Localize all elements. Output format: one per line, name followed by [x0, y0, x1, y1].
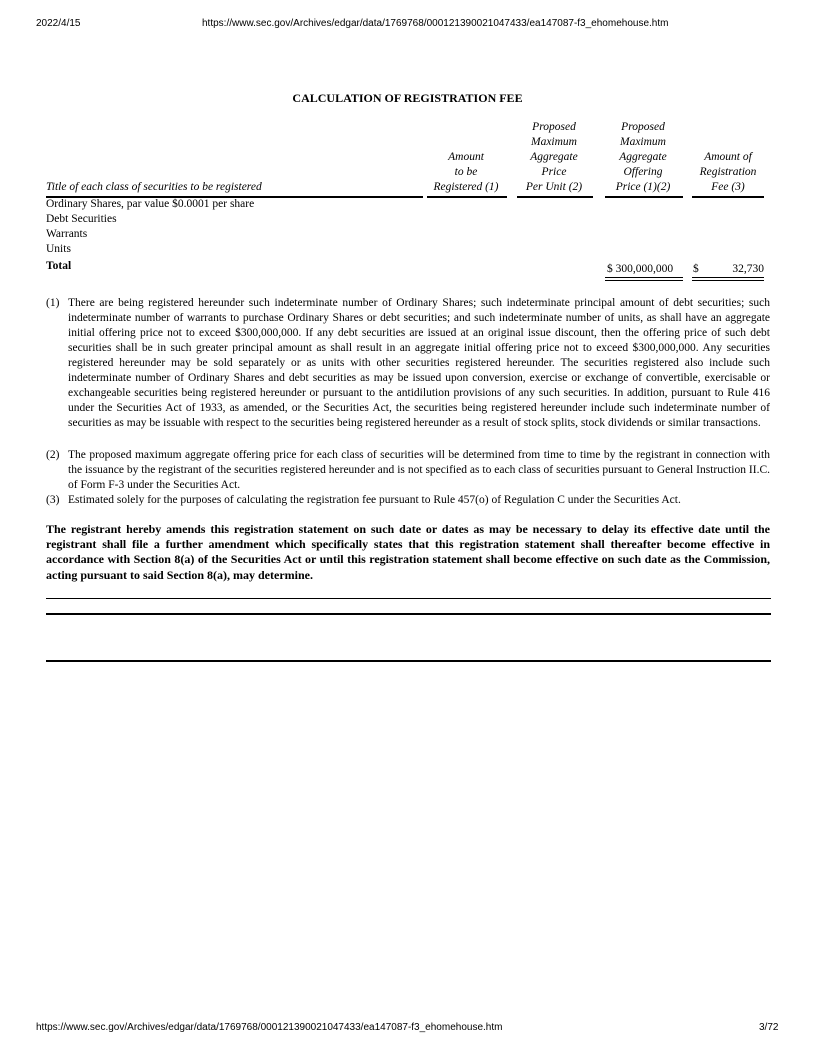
table-row: Units [46, 243, 71, 255]
table-row: Warrants [46, 228, 88, 240]
footnote [46, 296, 770, 431]
print-url-footer: https://www.sec.gov/Archives/edgar/data/1769768/000121390021047433/ea147087-f3_ehomehouse.htm [36, 1022, 503, 1033]
header-line: Proposed [621, 121, 665, 133]
total-fee-currency: $ [693, 263, 699, 275]
header-line: Registration [699, 166, 757, 178]
total-rule [605, 277, 683, 278]
print-date: 2022/4/15 [36, 18, 81, 29]
header-amount-registered [424, 150, 508, 195]
footnote-number: (1) [46, 297, 60, 309]
horizontal-rule [46, 660, 771, 662]
header-price-per-unit [514, 120, 594, 195]
header-line: to be [454, 166, 478, 178]
header-line: Maximum [531, 136, 577, 148]
footnote-text: Estimated solely for the purposes of calculating the registration fee pursuant to Rule 457(o) of Regulation C under the Securities Act. [68, 494, 681, 506]
print-page-number: 3/72 [759, 1022, 779, 1033]
total-rule [605, 280, 683, 281]
header-line: Per Unit (2) [525, 181, 583, 193]
header-line: Offering [623, 166, 663, 178]
table-row: Ordinary Shares, par value $0.0001 per share [46, 198, 255, 210]
header-line: Aggregate [530, 151, 578, 163]
delaying-amendment-paragraph: The registrant hereby amends this registration statement on such date or dates as may be necessary to delay its effective date until the registrant shall file a further amendment which specifically states that this registration statement shall thereafter become effective in accordance with Section 8(a) of the Securities Act or until this registration statement shall become effective on such date as the Commission, acting pursuant to said Section 8(a), may determine. [46, 522, 770, 582]
header-rule [517, 196, 593, 198]
total-rule [692, 280, 764, 281]
header-rule [692, 196, 764, 198]
footnote [46, 493, 770, 508]
header-line: Proposed [532, 121, 576, 133]
header-line: Registered (1) [433, 181, 499, 193]
header-registration-fee [690, 150, 766, 195]
table-title: CALCULATION OF REGISTRATION FEE [292, 91, 523, 105]
print-url-header: https://www.sec.gov/Archives/edgar/data/1769768/000121390021047433/ea147087-f3_ehomehouse.htm [202, 18, 669, 29]
header-title-of-class: Title of each class of securities to be registered [46, 181, 262, 193]
header-line: Amount [448, 151, 484, 163]
total-fee-amount: 32,730 [732, 263, 764, 275]
total-label: Total [46, 260, 72, 272]
header-rule [427, 196, 507, 198]
header-rule [605, 196, 683, 198]
header-line: Fee (3) [711, 181, 745, 193]
header-offering-price [603, 120, 683, 195]
header-line: Maximum [620, 136, 666, 148]
total-rule [692, 277, 764, 278]
total-offering-price: $ 300,000,000 [607, 263, 674, 275]
footnote-text: The proposed maximum aggregate offering price for each class of securities will be determined from time to time by the registrant in connection with the issuance by the registrant of the securities registered hereunder and is not specified as to each class of securities pursuant to General Instruction II.C. of Form F-3 under the Securities Act. [68, 449, 770, 491]
footnote-text: There are being registered hereunder such indeterminate number of Ordinary Shares; such indeterminate principal amount of debt securities; such indeterminate number of warrants to purchase Ordinary Shares or debt securities; and such indeterminate number of units, as shall have an aggregate initial offering price not to exceed $300,000,000. If any debt securities are issued at an original issue discount, then the offering price of such debt securities shall be in such greater principal amount as shall result in an aggregate initial offering price not to exceed $300,000,000. Any securities registered hereunder may be sold separately or as units with other securities registered hereunder. The securities registered also include such indeterminate number of Ordinary Shares and debt securities as may be issued upon conversion, exercise or exchange of convertible, exercisable or exchangeable securities being registered hereunder or pursuant to the antidilution provisions of any such securities. In addition, pursuant to Rule 416 under the Securities Act of 1933, as amended, or the Securities Act, the securities being registered hereunder include such indeterminate number of securities as may be issuable with respect to the securities being registered hereunder as a result of stock splits, stock dividends or similar transactions. [68, 297, 770, 429]
header-line: Price (1)(2) [615, 181, 671, 193]
footnote [46, 448, 770, 493]
header-line: Amount of [704, 151, 752, 163]
table-row: Debt Securities [46, 213, 117, 225]
footnote-number: (2) [46, 449, 60, 461]
header-line: Price [541, 166, 567, 178]
header-line: Aggregate [619, 151, 667, 163]
horizontal-rule [46, 613, 771, 615]
footnote-number: (3) [46, 494, 60, 506]
horizontal-rule [46, 598, 771, 599]
